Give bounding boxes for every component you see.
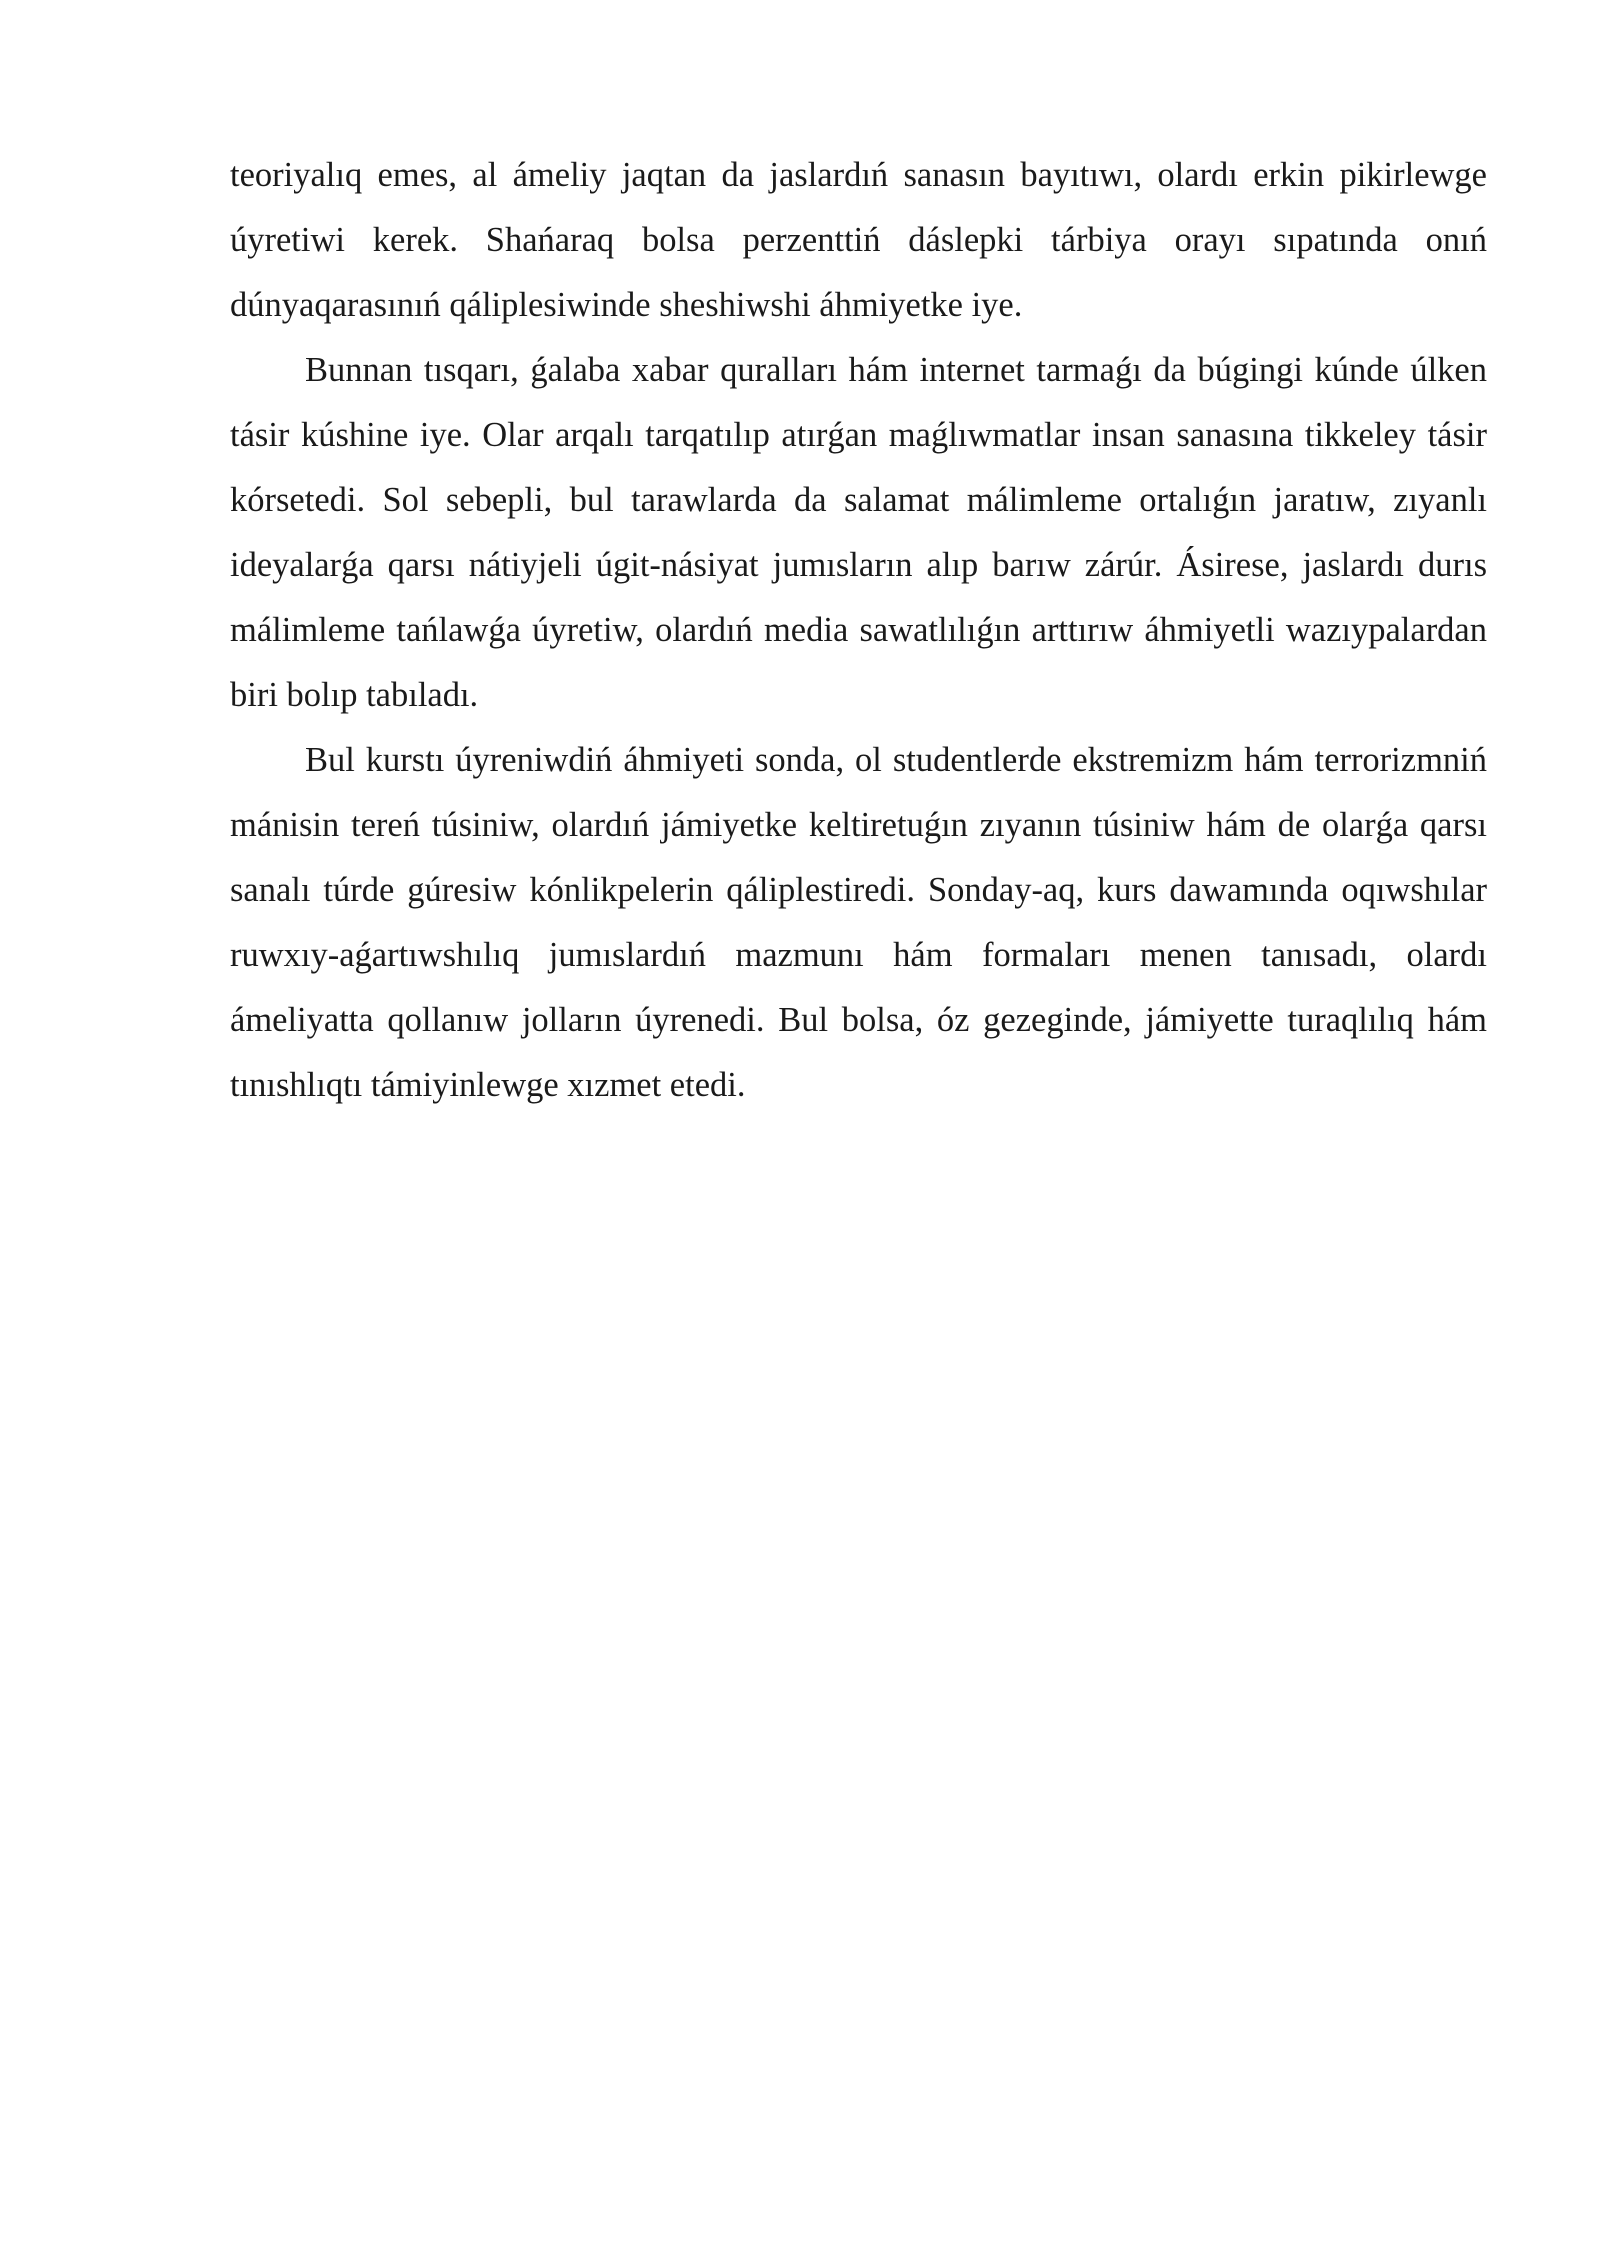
paragraph-media-influence: Bunnan tısqarı, ǵalaba xabar quralları hám internet tarmaǵı da búgingi kúnde úlken tásir kúshine iye. Olar arqalı tarqatılıp atırǵan maǵlıwmatlar insan sanasına tikkeley tásir kórsetedi. Sol sebepli, bul tarawlarda da salamat málimleme ortalıǵın jaratıw, zıyanlı ideyalarǵa qarsı nátiyjeli úgit-násiyat jumısların alıp barıw zárúr. Ásirese, jaslardı durıs málimleme tańlawǵa úyretiw, olardıń media sawatlılıǵın arttırıw áhmiyetli wazıypalardan biri bolıp tabıladı. bbox=[230, 351, 1487, 714]
paragraph-course-importance: Bul kurstı úyreniwdiń áhmiyeti sonda, ol studentlerde ekstremizm hám terrorizmniń mánisin tereń túsiniw, olardıń jámiyetke keltiretuǵın zıyanın túsiniw hám de olarǵa qarsı sanalı túrde gúresiw kónlikpelerin qáliplestiredi. Sonday-aq, kurs dawamında oqıwshılar ruwxıy-aǵartıwshılıq jumıslardıń mazmunı hám formaları menen tanısadı, olardı ámeliyatta qollanıw jolların úyrenedi. Bul bolsa, óz gezeginde, jámiyette turaqlılıq hám tınıshlıqtı támiyinlewge xızmet etedi. bbox=[230, 741, 1487, 1104]
paragraph-continued: teoriyalıq emes, al ámeliy jaqtan da jaslardıń sanasın bayıtıwı, olardı erkin pikirlewge úyretiwi kerek. Shańaraq bolsa perzenttiń dáslepki tárbiya orayı sıpatında onıń dúnyaqarasınıń qáliplesiwinde sheshiwshi áhmiyetke iye. bbox=[230, 156, 1487, 324]
body-text bbox=[230, 143, 1487, 1118]
